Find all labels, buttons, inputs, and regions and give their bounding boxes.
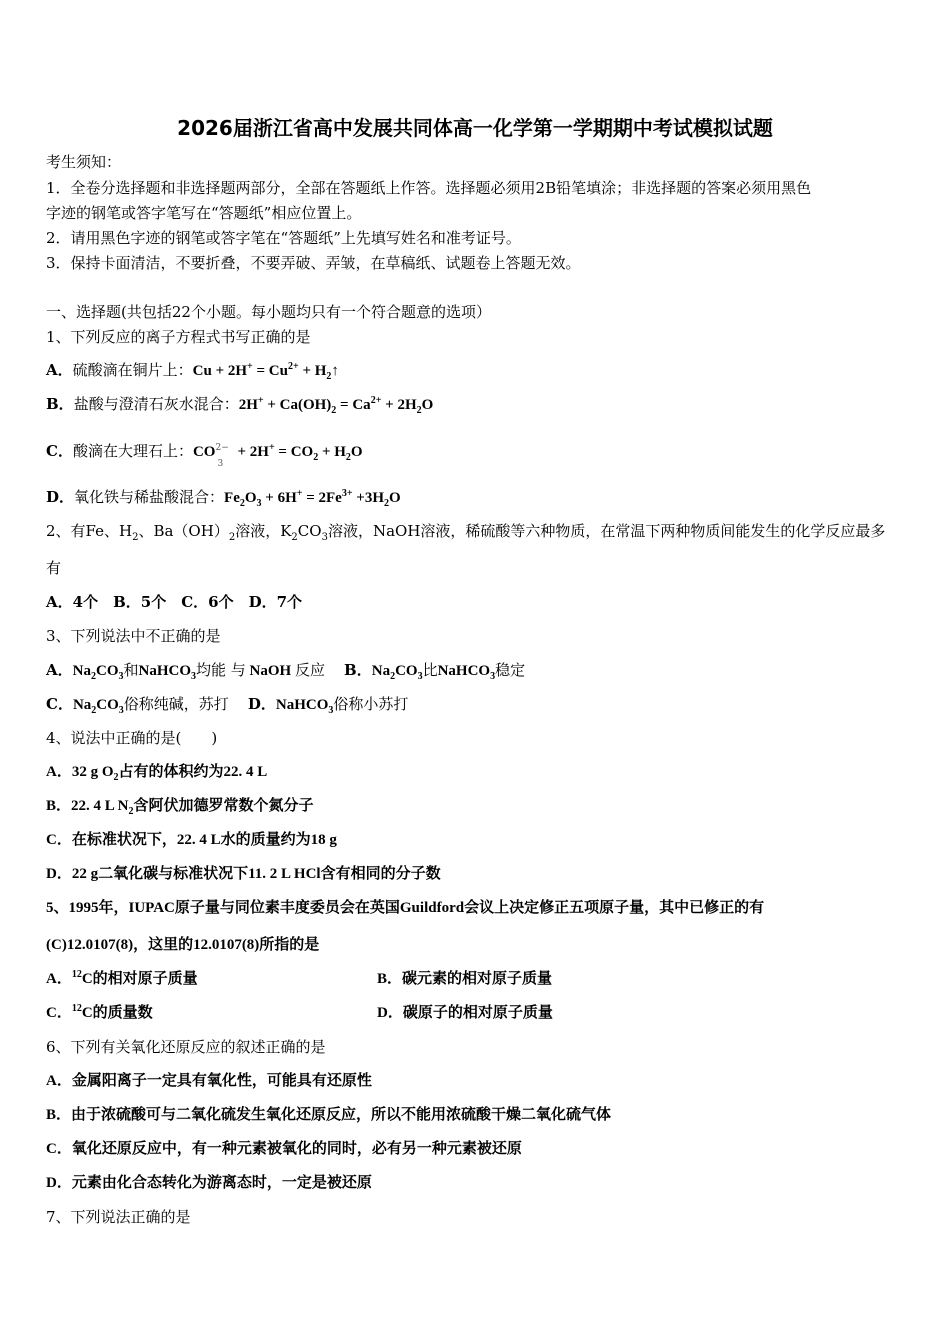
formula: NaHCO$_3$ [437,663,496,682]
option-text: 氧化铁与稀盐酸混合： [74,488,225,506]
option-label: B． [344,661,372,679]
question-1-option-b [46,394,433,415]
section-heading: 一、选择题(共包括22个小题。每小题均只有一个符合题意的选项） [46,303,491,321]
text: CO [297,522,322,540]
option-label: A． [46,971,72,987]
page-title: 2026届浙江省高中发展共同体高一化学第一学期期中考试模拟试题 [177,116,773,140]
option-label: C． [46,442,73,460]
notice-heading: 考生须知： [46,153,122,171]
subscript: 3 [217,459,224,469]
text: 俗称纯碱，苏打 [123,695,229,713]
question-4-stem: 4、说法中正确的是( ) [46,729,218,747]
equation: $Cu + 2H^+ = Cu^{2+}$ + $H_2↑$ [192,361,339,382]
formula: NaHCO$_3$ [275,697,334,716]
formula: $Na_2CO_3$ [72,697,124,716]
text: C的相对原子质量 [81,971,198,987]
question-7-stem: 7、下列说法正确的是 [46,1208,191,1226]
text: 反应 [294,661,325,679]
question-1-option-a [46,360,339,381]
option-label: C． [46,1005,72,1021]
mass-number: 12 [71,1003,82,1014]
question-2-stem: 2、有Fe、$H_2$、$Ba(OH)_2$溶液，$K_2CO_3$溶液，NaOH溶液，稀硫酸等六种物质，在常温下两种物质间能发生的化学反应最多 [46,522,886,543]
question-5-option-b: B．碳元素的相对原子质量 [377,971,553,987]
notice-item-3: 3．保持卡面清洁，不要折叠，不要弄破、弄皱，在草稿纸、试题卷上答题无效。 [46,254,581,272]
equation: $Fe_2O_3 + 6H^+ = 2Fe^{3+} +3H_2O$ [224,488,401,509]
text: A．32 g O [46,764,114,780]
question-6-option-d: D．元素由化合态转化为游离态时，一定是被还原 [46,1175,372,1191]
text: 俗称小苏打 [333,695,409,713]
question-4-option-b: B．22. 4 L $N_2$含阿伏加德罗常数个氮分子 [46,798,314,817]
text: 稳定 [495,661,526,679]
option-text: 酸滴在大理石上： [72,442,193,460]
question-5-option-a [46,969,198,989]
question-5-stem: 5、1995年，IUPAC原子量与同位素丰度委员会在英国Guildford会议上决定修正五项原子量，其中已修正的有 [46,900,765,916]
text: 均能 与 [196,661,246,679]
text: 含阿伏加德罗常数个氮分子 [133,798,314,814]
question-1-option-d [46,487,401,508]
question-2-stem-cont: 有 [46,559,62,577]
question-3-options-ab [46,660,525,681]
formula: $Na_2CO_3$ [371,663,423,682]
option-label: C． [46,695,73,713]
option-label: A． [46,361,73,379]
text: 和 [123,661,139,679]
question-5-option-d: D．碳原子的相对原子质量 [377,1005,553,1021]
notice-item-2: 2．请用黑色字迹的钢笔或答字笔在“答题纸”上先填写姓名和准考证号。 [46,229,521,247]
question-3-stem: 3、下列说法中不正确的是 [46,627,221,645]
option-text: 硫酸滴在铜片上： [72,361,193,379]
charge: 2− [215,443,229,453]
option-text: 盐酸与澄清石灰水混合： [73,395,239,413]
formula: NaHCO$_3$ [138,663,196,682]
question-1-stem: 1、下列反应的离子方程式书写正确的是 [46,328,311,346]
option-label: B． [46,395,74,413]
question-5-option-c [46,1003,153,1023]
formula: NaOH [245,663,295,679]
option-label: D． [46,488,75,506]
option-label: D． [247,695,276,713]
question-5-stem-cont: (C)12.0107(8)，这里的12.0107(8)所指的是 [46,937,320,953]
notice-item-1: 1．全卷分选择题和非选择题两部分，全部在答题纸上作答。选择题必须用2B铅笔填涂；非选择题的答案必须用黑色 [46,179,812,197]
question-4-option-c: C．在标准状况下，22. 4 L水的质量约为18 g [46,832,337,848]
text: 溶液，K [235,522,292,540]
question-6-option-c: C．氧化还原反应中，有一种元素被氧化的同时，必有另一种元素被还原 [46,1141,522,1157]
option-label: A． [46,661,73,679]
question-6-option-a: A．金属阳离子一定具有氧化性，可能具有还原性 [46,1073,372,1089]
question-6-option-b: B．由于浓硫酸可与二氧化硫发生氧化还原反应，所以不能用浓硫酸干燥二氧化硫气体 [46,1107,612,1123]
text: 2、有Fe、H [46,522,133,540]
question-1-option-c [46,441,363,469]
question-2-options: A．4个 B．5个 C．6个 D．7个 [46,593,303,611]
equation-tail: + $2H^+ = CO_2 + H_2O$ [237,442,363,463]
notice-item-1-cont: 字迹的钢笔或答字笔写在“答题纸”相应位置上。 [46,204,362,222]
formula: $Na_2CO_3$ [72,663,124,682]
text: C的质量数 [81,1005,153,1021]
question-4-option-d: D．22 g二氧化碳与标准状况下11. 2 L HCl含有相同的分子数 [46,866,441,882]
text: 溶液，NaOH溶液，稀硫酸等六种物质，在常温下两种物质间能发生的化学反应最多 [327,522,886,540]
text: B．22. 4 L N [46,798,129,814]
text: 、Ba（OH） [138,522,229,540]
equation: CO [192,444,216,460]
question-6-stem: 6、下列有关氧化还原反应的叙述正确的是 [46,1038,326,1056]
equation: $2H^+ + Ca(OH)_2 = Ca^{2+} + 2H_2O$ [238,395,434,416]
question-3-options-cd [46,694,408,715]
mass-number: 12 [71,969,82,980]
text: 占有的体积约为22. 4 L [118,764,268,780]
text: 比 [422,661,438,679]
question-4-option-a: A．32 g $O_2$占有的体积约为22. 4 L [46,764,268,783]
